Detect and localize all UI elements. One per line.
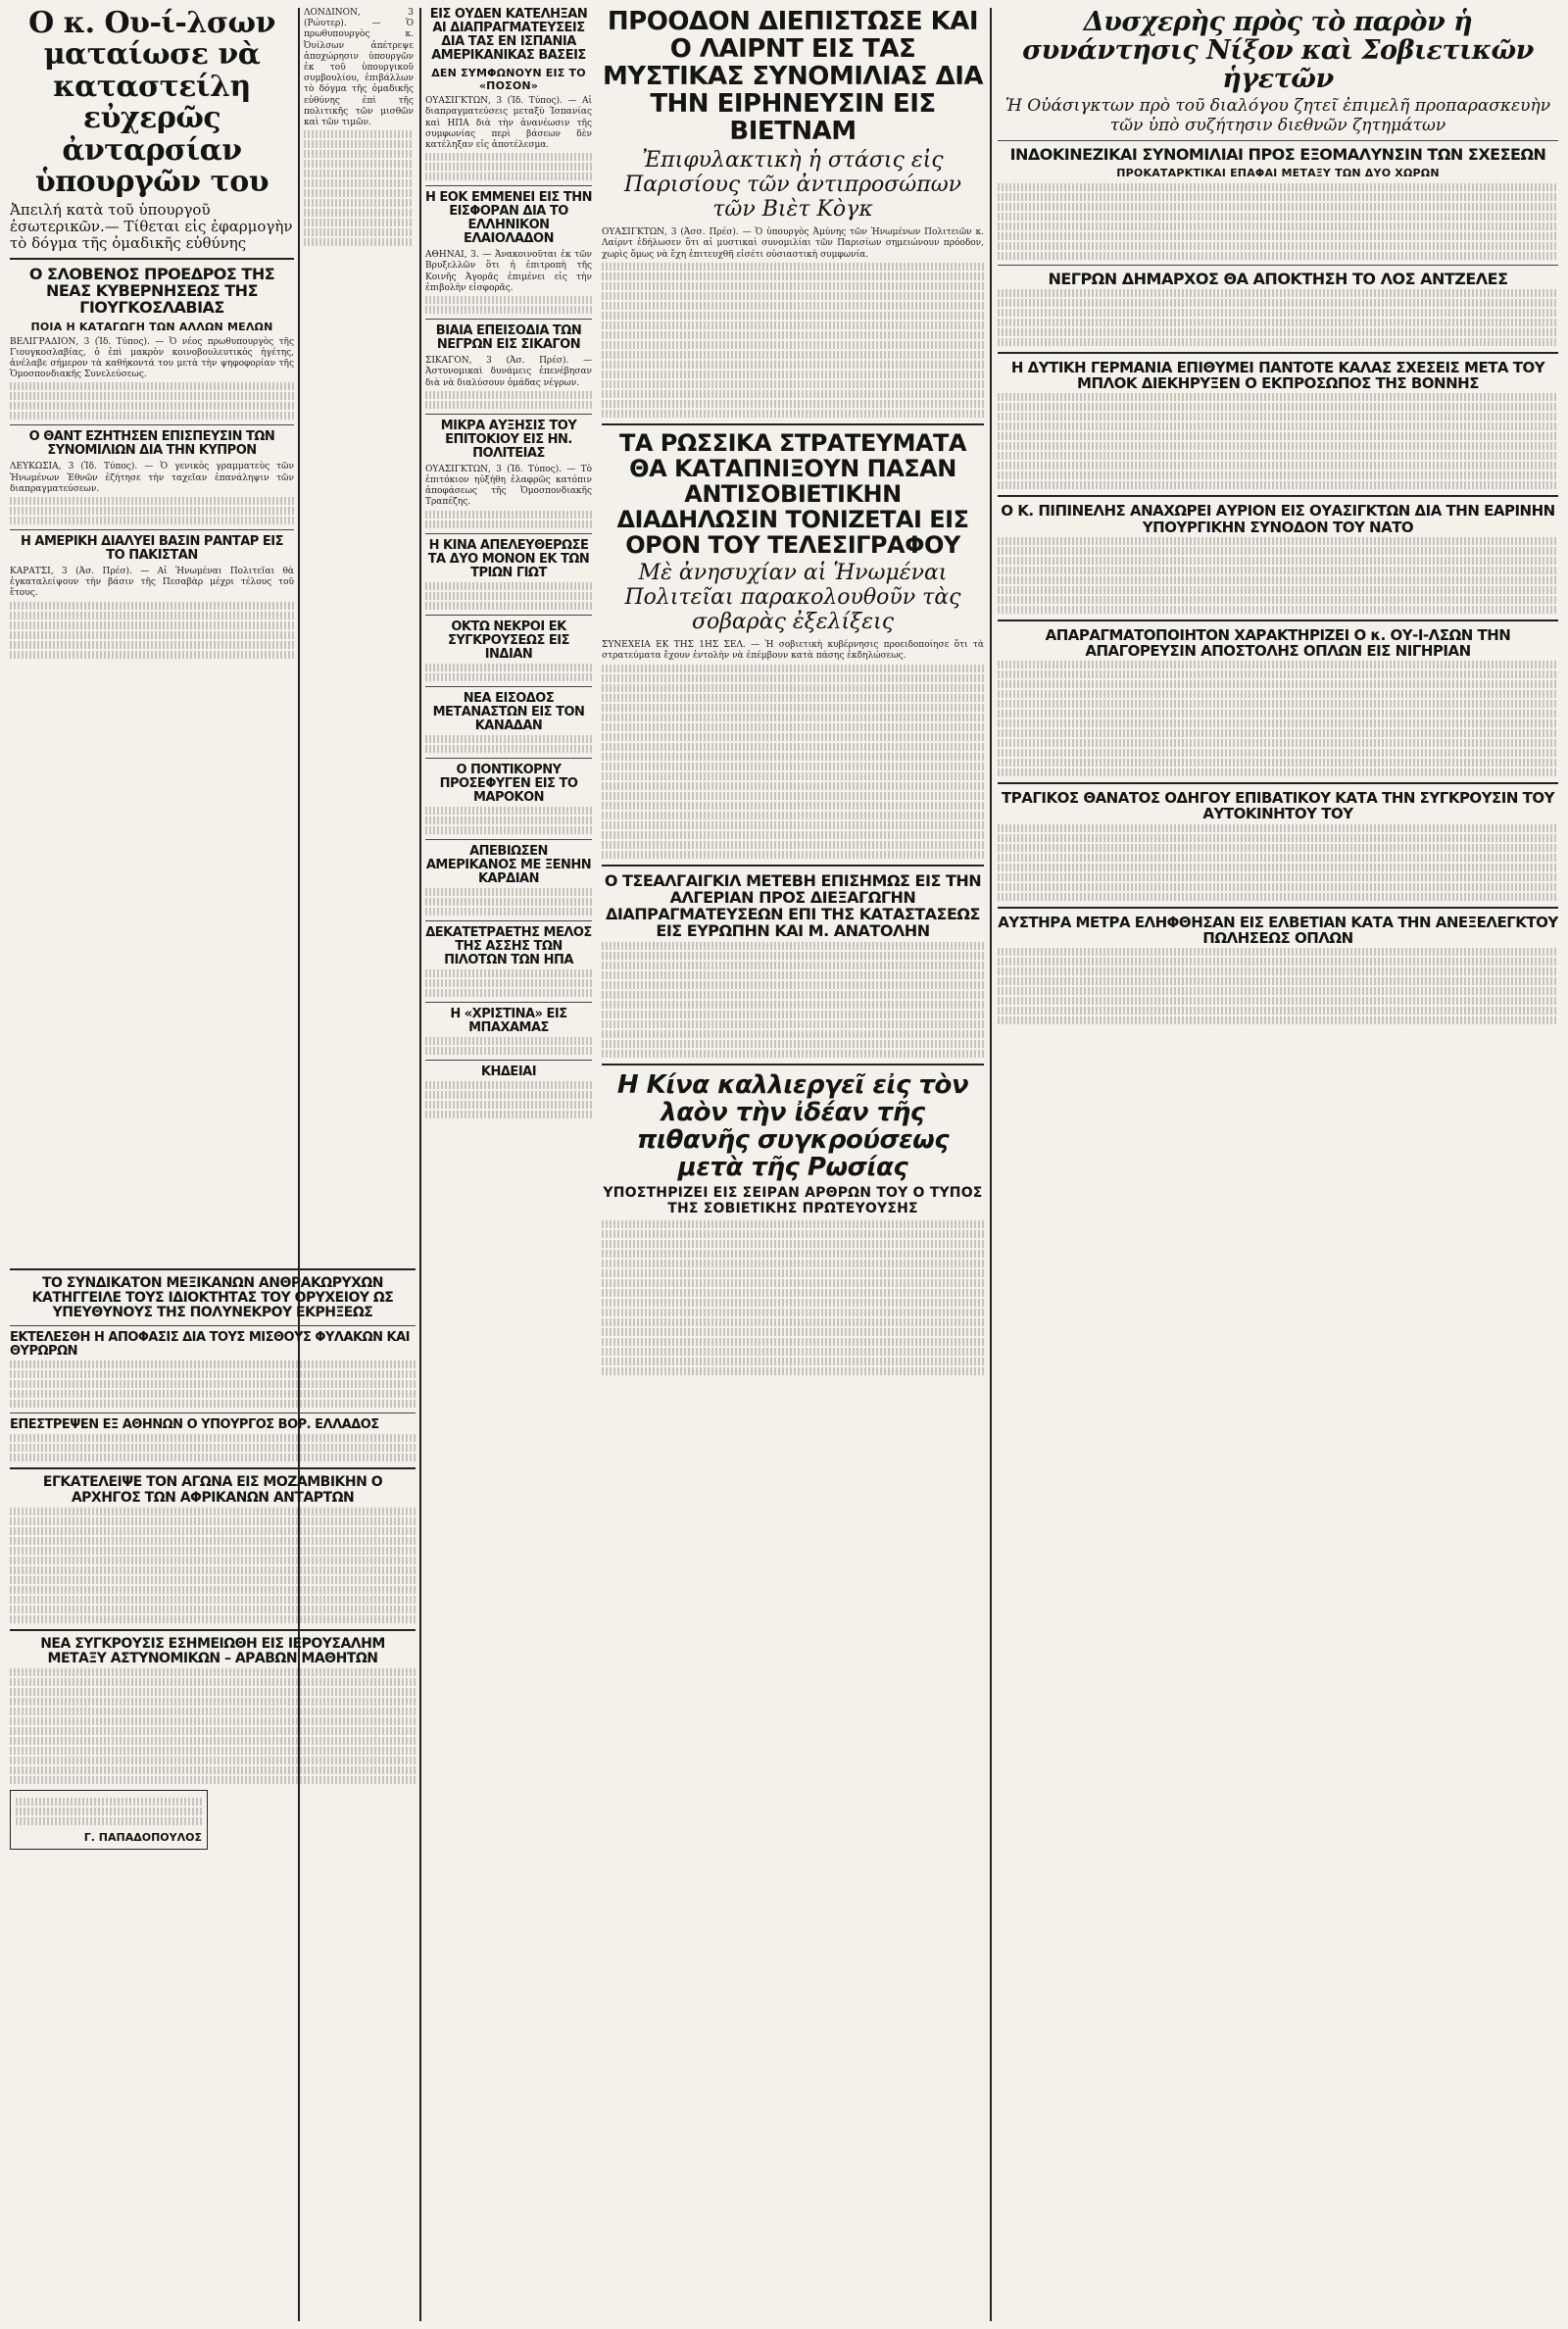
lead-deck: Ἐπιφυλακτικὴ ἡ στάσις εἰς Παρισίους τῶν ἀντιπροσώπων τῶν Βιὲτ Κὸγκ [623, 148, 962, 222]
mexico-headline: ΤΟ ΣΥΝΔΙΚΑΤΟΝ ΜΕΞΙΚΑΝΩΝ ΑΝΘΡΑΚΩΡΥΧΩΝ ΚΑΤΗΓΓΕΙΛΕ ΤΟΥΣ ΙΔΙΟΚΤΗΤΑΣ ΤΟΥ ΟΡΥΧΕΙΟΥ ΩΣ ΥΠΕΥΘΥΝΟΥΣ ΤΗΣ ΠΟΛΥΝΕΚΡΟΥ ΕΚΡΗΞΕΩΣ [31, 1275, 394, 1321]
nixon-headline: Δυσχερὴς πρὸς τὸ παρὸν ἡ συνάντησις Νίξον καὶ Σοβιετικῶν ἡγετῶν [1022, 8, 1534, 95]
spain-bases-sub: ΔΕΝ ΣΥΜΦΩΝΟΥΝ ΕΙΣ ΤΟ «ΠΟΣΟΝ» [431, 67, 586, 93]
lead-article: ΟΥΑΣΙΓΚΤΩΝ, 3 (Ἀσσ. Πρέσ). — Ὁ ὑπουργὸς Ἀμύνης τῶν Ἡνωμένων Πολιτειῶν κ. Λαίρντ ἐδήλωσεν ὅτι αἱ μυστικαὶ συνομιλίαι τῶν Παρισίων σημειώνουν πρόοδον, χωρὶς ὅμως νὰ ἔχη ἐπιτευχθῆ εἰσέτι οὐσιαστικὴ συμφωνία. [602, 227, 984, 260]
column-rule [419, 8, 421, 2321]
column-middle-left [425, 8, 592, 2302]
nixon-deck: Ἡ Οὐάσιγκτων πρὸ τοῦ διαλόγου ζητεῖ ἐπιμελῆ προπαρασκευὴν τῶν ὑπὸ συζήτησιν διεθνῶν ζητημάτων [1004, 96, 1551, 135]
top-left-deck: Ἀπειλή κατὰ τοῦ ὑπουργοῦ ἐσωτερικῶν.— Τίθεται εἰς ἐφαρμογὴν τὸ δόγμα τῆς ὁμαδικῆς εὐθύνης [10, 201, 293, 252]
notice-signature: Γ. ΠΑΠΑΔΟΠΟΥΛΟΣ [83, 1830, 202, 1844]
soviet-headline: ΤΑ ΡΩΣΣΙΚΑ ΣΤΡΑΤΕΥΜΑΤΑ ΘΑ ΚΑΤΑΠΝΙΞΟΥΝ ΠΑΣΑΝ ΑΝΤΙΣΟΒΙΕΤΙΚΗΝ ΔΙΑΔΗΛΩΣΙΝ ΤΟΝΙΖΕΤΑΙ ΕΙΣ ΟΡΟΝ ΤΟΥ ΤΕΛΕΣΙΓΡΑΦΟΥ [616, 428, 969, 559]
newspaper-page [10, 8, 1558, 2321]
tragic-death-headline: ΤΡΑΓΙΚΟΣ ΘΑΝΑΤΟΣ ΟΔΗΓΟΥ ΕΠΙΒΑΤΙΚΟΥ ΚΑΤΑ ΤΗΝ ΣΥΓΚΡΟΥΣΙΝ ΤΟΥ ΑΥΤΟΚΙΝΗΤΟΥ ΤΟΥ [1002, 789, 1554, 823]
chicago-headline: ΒΙΑΙΑ ΕΠΕΙΣΟΔΙΑ ΤΩΝ ΝΕΓΡΩΝ ΕΙΣ ΣΙΚΑΓΟΝ [435, 323, 582, 353]
canada-headline: ΝΕΑ ΕΙΣΟΔΟΣ ΜΕΤΑΝΑΣΤΩΝ ΕΙΣ ΤΟΝ ΚΑΝΑΔΑΝ [432, 690, 585, 733]
nigeria-headline: ΑΠΑΡΑΓΜΑΤΟΠΟΙΗΤΟΝ ΧΑΡΑΚΤΗΡΙΖΕΙ Ο κ. ΟΥ-Ι-ΛΣΩΝ ΤΗΝ ΑΠΑΓΟΡΕΥΣΙΝ ΑΠΟΣΤΟΛΗΣ ΟΠΛΩΝ ΕΙΣ ΝΙΓΗΡΙΑΝ [1045, 625, 1511, 660]
mozambique-headline: ΕΓΚΑΤΕΛΕΙΨΕ ΤΟΝ ΑΓΩΝΑ ΕΙΣ ΜΟΖΑΜΒΙΚΗΝ Ο ΑΡΧΗΓΟΣ ΤΩΝ ΑΦΡΙΚΑΝΩΝ ΑΝΤΑΡΤΩΝ [42, 1474, 383, 1506]
morocco-headline: Ο ΠΟΝΤΙΚΟΡΝΥ ΠΡΟΣΕΦΥΓΕΝ ΕΙΣ ΤΟ ΜΑΡΟΚΟΝ [439, 762, 578, 805]
algeria-headline: Ο ΤΣΕΑΛΓΑΙΓΚΙΛ ΜΕΤΕΒΗ ΕΠΙΣΗΜΩΣ ΕΙΣ ΤΗΝ ΑΛΓΕΡΙΑΝ ΠΡΟΣ ΔΙΕΞΑΓΩΓΗΝ ΔΙΑΠΡΑΓΜΑΤΕΥΣΕΩΝ ΕΠΙ ΤΗΣ ΚΑΤΑΣΤΑΣΕΩΣ ΕΙΣ ΕΥΡΩΠΗΝ ΚΑΙ Μ. ΑΝΑΤΟΛΗΝ [604, 870, 982, 941]
pilots-headline: ΔΕΚΑΤΕΤΡΑΕΤΗΣ ΜΕΛΟΣ ΤΗΣ ΑΣΣΗΣ ΤΩΝ ΠΙΛΟΤΩΝ ΤΩΝ ΗΠΑ [425, 925, 592, 968]
column-right [998, 8, 1558, 2302]
la-mayor-headline: ΝΕΓΡΩΝ ΔΗΜΑΡΧΟΣ ΘΑ ΑΠΟΚΤΗΣΗ ΤΟ ΛΟΣ ΑΝΤΖΕΛΕΣ [1048, 269, 1508, 288]
china-russia-headline: Η Κίνα καλλιεργεῖ εἰς τὸν λαὸν τὴν ἰδέαν τῆς πιθανῆς συγκρούσεως μετὰ τῆς Ρωσίας [616, 1069, 969, 1182]
column-left-narrow [304, 8, 414, 1253]
bottom-left-block [10, 1263, 416, 2302]
eec-article: ΑΘΗΝΑΙ, 3. — Ἀνακοινοῦται ἐκ τῶν Βρυξελλῶν ὅτι ἡ ἐπιτροπὴ τῆς Κοινῆς Ἀγορᾶς ἐπιμένει εἰς τὴν ἐπιβολὴν εἰσφορᾶς. [425, 250, 592, 293]
swiss-arms-headline: ΑΥΣΤΗΡΑ ΜΕΤΡΑ ΕΛΗΦΘΗΣΑΝ ΕΙΣ ΕΛΒΕΤΙΑΝ ΚΑΤΑ ΤΗΝ ΑΝΕΞΕΛΕΓΚΤΟΥ ΠΩΛΗΣΕΩΣ ΟΠΛΩΝ [998, 913, 1558, 947]
chicago-article: ΣΙΚΑΓΟΝ, 3 (Ἀσ. Πρέσ). — Ἀστυνομικαὶ δυνάμεις ἐπενέβησαν διὰ νὰ διαλύσουν ὁμάδας νέγρων. [425, 356, 592, 388]
execution-headline: ΕΚΤΕΛΕΣΘΗ Η ΑΠΟΦΑΣΙΣ ΔΙΑ ΤΟΥΣ ΜΙΣΘΟΥΣ ΦΥΛΑΚΩΝ ΚΑΙ ΘΥΡΩΡΩΝ [10, 1330, 411, 1360]
yugo-article: ΒΕΛΙΓΡΑΔΙΟΝ, 3 (Ἰδ. Τύπος). — Ὁ νέος πρωθυπουργὸς τῆς Γιουγκοσλαβίας, ὁ ἐπὶ μακρὸν κοινοβουλευτικὸς ἡγέτης, ἀνέλαβε σήμερον τὰ καθήκοντά του μετὰ τὴν ψηφοφορίαν τῆς Ὁμοσπονδιακῆς Συνελεύσεως. [10, 336, 294, 380]
rate-article: ΟΥΑΣΙΓΚΤΩΝ, 3 (Ἰδ. Τύπος). — Τὸ ἐπιτόκιον ηὐξήθη ἐλαφρῶς κατόπιν ἀποφάσεως τῆς Ὁμοσπονδιακῆς Τραπέζης. [425, 464, 592, 508]
india-headline: ΟΚΤΩ ΝΕΚΡΟΙ ΕΚ ΣΥΓΚΡΟΥΣΕΩΣ ΕΙΣ ΙΝΔΙΑΝ [448, 619, 569, 662]
column-left [10, 8, 294, 1253]
notice-box [10, 1790, 208, 1850]
column-center [602, 8, 984, 2302]
soviet-deck: Μὲ ἀνησυχίαν αἱ Ἡνωμέναι Πολιτεῖαι παρακολουθοῦν τὰς σοβαρὰς ἐξελίξεις [624, 561, 961, 634]
spain-bases-article: ΟΥΑΣΙΓΚΤΩΝ, 3 (Ἰδ. Τύπος). — Αἱ διαπραγματεύσεις μεταξὺ Ἱσπανίας καὶ ΗΠΑ διὰ τὴν ἀνανέωσιν τῆς συμφωνίας περὶ βάσεων δὲν κατέληξαν εἰς ἀποτέλεσμα. [425, 96, 592, 150]
minister-returned-headline: ΕΠΕΣΤΡΕΨΕΝ ΕΞ ΑΘΗΝΩΝ Ο ΥΠΟΥΡΓΟΣ ΒΟΡ. ΕΛΛΑΔΟΣ [10, 1417, 379, 1433]
lead-headline: ΠΡΟΟΔΟΝ ΔΙΕΠΙΣΤΩΣΕ ΚΑΙ Ο ΛΑΙΡΝΤ ΕΙΣ ΤΑΣ ΜΥΣΤΙΚΑΣ ΣΥΝΟΜΙΛΙΑΣ ΔΙΑ ΤΗΝ ΕΙΡΗΝΕΥΣΙΝ ΕΙΣ ΒΙΕΤΝΑΜ [602, 8, 984, 147]
china-russia-sub: ΥΠΟΣΤΗΡΙΖΕΙ ΕΙΣ ΣΕΙΡΑΝ ΑΡΘΡΩΝ ΤΟΥ Ο ΤΥΠΟΣ ΤΗΣ ΣΟΒΙΕΤΙΚΗΣ ΠΡΩΤΕΥΟΥΣΗΣ [603, 1185, 983, 1217]
cyprus-headline: Ο ΘΑΝΤ ΕΖΗΤΗΣΕΝ ΕΠΙΣΠΕΥΣΙΝ ΤΩΝ ΣΥΝΟΜΙΛΙΩΝ ΔΙΑ ΤΗΝ ΚΥΠΡΟΝ [28, 429, 275, 459]
column-rule [990, 8, 992, 2321]
yugo-headline: Ο ΣΛΟΒΕΝΟΣ ΠΡΟΕΔΡΟΣ ΤΗΣ ΝΕΑΣ ΚΥΒΕΡΝΗΣΕΩΣ ΤΗΣ ΓΙΟΥΓΚΟΣΛΑΒΙΑΣ [28, 264, 275, 318]
christina-headline: Η «ΧΡΙΣΤΙΝΑ» ΕΙΣ ΜΠΑΧΑΜΑΣ [450, 1007, 567, 1036]
nato-headline: Ο Κ. ΠΙΠΙΝΕΛΗΣ ΑΝΑΧΩΡΕΙ ΑΥΡΙΟΝ ΕΙΣ ΟΥΑΣΙΓΚΤΩΝ ΔΙΑ ΤΗΝ ΕΑΡΙΝΗΝ ΥΠΟΥΡΓΙΚΗΝ ΣΥΝΟΔΟΝ ΤΟΥ ΝΑΤΟ [1001, 502, 1555, 536]
indochina-headline: ΙΝΔΟΚΙΝΕΖΙΚΑΙ ΣΥΝΟΜΙΛΙΑΙ ΠΡΟΣ ΕΞΟΜΑΛΥΝΣΙΝ ΤΩΝ ΣΧΕΣΕΩΝ [1009, 144, 1546, 164]
top-left-headline: Ο κ. Ου-ί-λσων ματαίωσε νὰ καταστείλη εὐχερῶς ἀνταρσίαν ὑπουργῶν του [28, 8, 275, 199]
spain-bases-headline: ΕΙΣ ΟΥΔΕΝ ΚΑΤΕΛΗΞΑΝ ΑΙ ΔΙΑΠΡΑΓΜΑΤΕΥΣΕΙΣ ΔΙΑ ΤΑΣ ΕΝ ΙΣΠΑΝΙΑ ΑΜΕΡΙΚΑΝΙΚΑΣ ΒΑΣΕΙΣ [429, 8, 588, 64]
yugo-subheadline: ΠΟΙΑ Η ΚΑΤΑΓΩΓΗ ΤΩΝ ΑΛΛΩΝ ΜΕΛΩΝ [30, 320, 273, 333]
london-article: ΛΟΝΔΙΝΟΝ, 3 (Ρώυτερ). — Ὁ πρωθυπουργὸς κ. Ὀυίλσων ἀπέτρεψε ἀποχώρησιν ὑπουργῶν ἐκ τοῦ ὑπουργικοῦ συμβουλίου, ἐπιβάλλων τὸ δόγμα τῆς ὁμαδικῆς εὐθύνης ἐπὶ τῆς πολιτικῆς τῶν μισθῶν καὶ τῶν τιμῶν. [304, 8, 414, 128]
jerusalem-headline: ΝΕΑ ΣΥΓΚΡΟΥΣΙΣ ΕΣΗΜΕΙΩΘΗ ΕΙΣ ΙΕΡΟΥΣΑΛΗΜ ΜΕΤΑΞΥ ΑΣΤΥΝΟΜΙΚΩΝ – ΑΡΑΒΩΝ ΜΑΘΗΤΩΝ [40, 1635, 385, 1666]
germany-headline: Η ΔΥΤΙΚΗ ΓΕΡΜΑΝΙΑ ΕΠΙΘΥΜΕΙ ΠΑΝΤΟΤΕ ΚΑΛΑΣ ΣΧΕΣΕΙΣ ΜΕΤΑ ΤΟΥ ΜΠΛΟΚ ΔΙΕΚΗΡΥΞΕΝ Ο ΕΚΠΡΟΣΩΠΟΣ ΤΗΣ ΒΟΝΝΗΣ [1010, 359, 1545, 393]
radar-headline: Η ΑΜΕΡΙΚΗ ΔΙΑΛΥΕΙ ΒΑΣΙΝ ΡΑΝΤΑΡ ΕΙΣ ΤΟ ΠΑΚΙΣΤΑΝ [21, 534, 283, 564]
rate-headline: ΜΙΚΡΑ ΑΥΞΗΣΙΣ ΤΟΥ ΕΠΙΤΟΚΙΟΥ ΕΙΣ ΗΝ. ΠΟΛΙΤΕΙΑΣ [440, 418, 577, 461]
eec-headline: Η ΕΟΚ ΕΜΜΕΝΕΙ ΕΙΣ ΤΗΝ ΕΙΣΦΟΡΑΝ ΔΙΑ ΤΟ ΕΛΛΗΝΙΚΟΝ ΕΛΑΙΟΛΑΔΟΝ [425, 190, 592, 247]
funerals-headline: ΚΗΔΕΙΑΙ [480, 1065, 537, 1080]
heart-headline: ΑΠΕΒΙΩΣΕΝ ΑΜΕΡΙΚΑΝΟΣ ΜΕ ΞΕΝΗΝ ΚΑΡΔΙΑΝ [425, 844, 592, 887]
cyprus-article: ΛΕΥΚΩΣΙΑ, 3 (Ἰδ. Τύπος). — Ὁ γενικὸς γραμματεὺς τῶν Ἡνωμένων Ἐθνῶν ἐζήτησε τὴν ταχεῖαν ἐπανάληψιν τῶν διαπραγματεύσεων. [10, 462, 294, 494]
china-yacht-headline: Η ΚΙΝΑ ΑΠΕΛΕΥΘΕΡΩΣΕ ΤΑ ΔΥΟ ΜΟΝΟΝ ΕΚ ΤΩΝ ΤΡΙΩΝ ΓΙΩΤ [427, 537, 590, 580]
indochina-sub: ΠΡΟΚΑΤΑΡΚΤΙΚΑΙ ΕΠΑΦΑΙ ΜΕΤΑΞΥ ΤΩΝ ΔΥΟ ΧΩΡΩΝ [1116, 166, 1440, 179]
soviet-article: ΣΥΝΕΧΕΙΑ ΕΚ ΤΗΣ 1ΗΣ ΣΕΛ. — Ἡ σοβιετικὴ κυβέρνησις προειδοποίησε ὅτι τὰ στρατεύματα ἔχουν ἐντολὴν νὰ ἐπέμβουν κατὰ πάσης ἐκδηλώσεως. [602, 640, 984, 662]
radar-article: ΚΑΡΑΤΣΙ, 3 (Ἀσ. Πρέσ). — Αἱ Ἡνωμέναι Πολιτεῖαι θὰ ἐγκαταλείψουν τὴν βάσιν τῆς Πεσαβὰρ μέχρι τέλους τοῦ ἔτους. [10, 567, 294, 599]
